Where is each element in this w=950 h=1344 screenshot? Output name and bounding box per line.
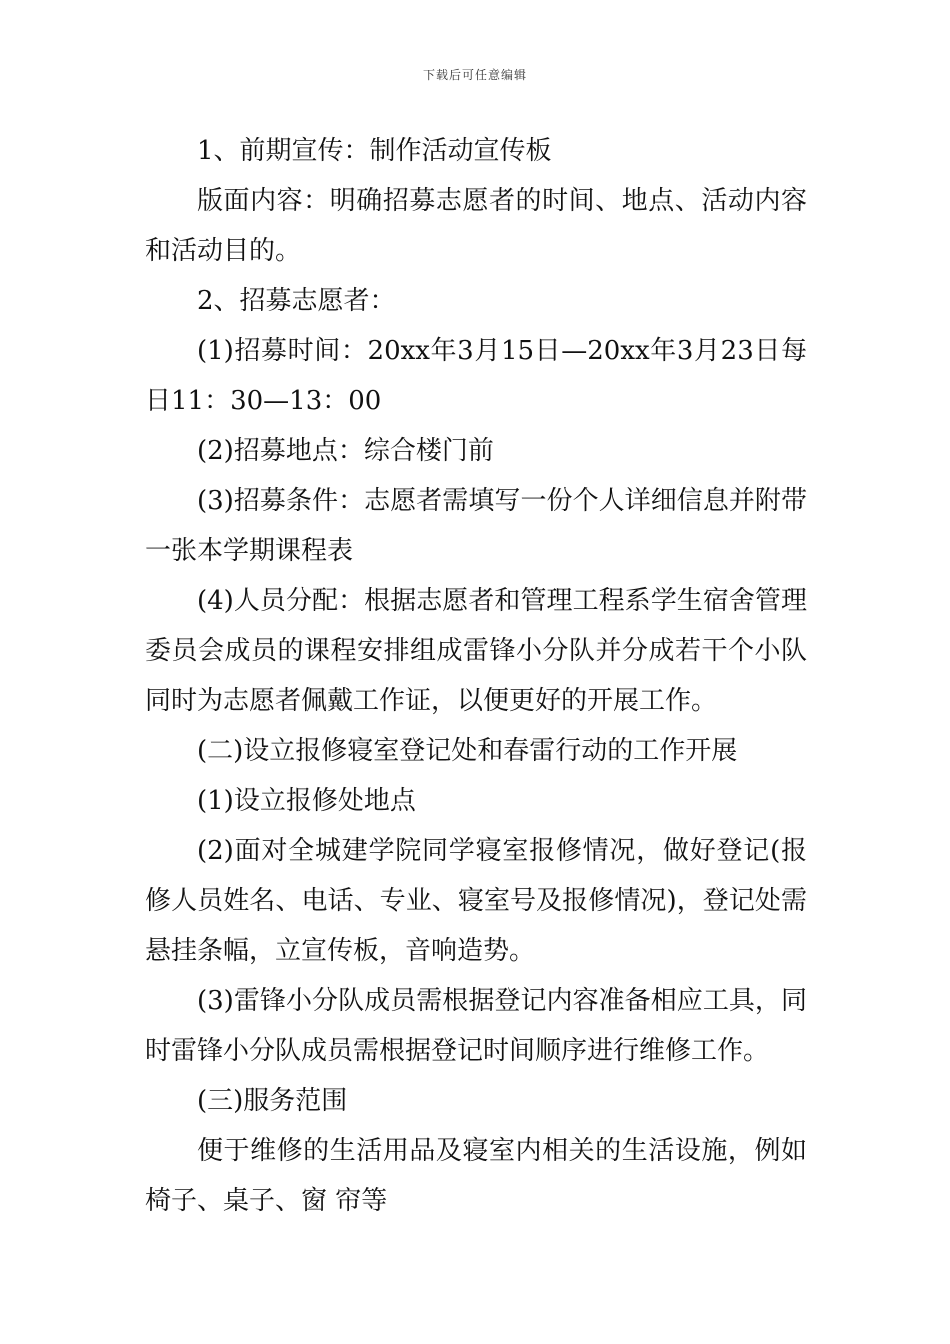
paragraph-repair-location: (1)设立报修处地点 xyxy=(197,786,416,816)
paragraph-recruit-heading: 2、招募志愿者： xyxy=(197,286,396,316)
paragraph-section-two-heading: (二)设立报修寝室登记处和春雷行动的工作开展 xyxy=(197,736,738,766)
paragraph-board-content: 版面内容：明确招募志愿者的时间、地点、活动内容和活动目的。 xyxy=(145,186,807,266)
paragraph-team-tools: (3)雷锋小分队成员需根据登记内容准备相应工具，同时雷锋小分队成员需根据登记时间顺序进行维修工作。 xyxy=(145,986,807,1066)
paragraph-recruit-conditions: (3)招募条件：志愿者需填写一份个人详细信息并附带一张本学期课程表 xyxy=(145,486,807,566)
paragraph-publicity: 1、前期宣传：制作活动宣传板 xyxy=(197,136,552,166)
paragraph-repair-registration: (2)面对全城建学院同学寝室报修情况，做好登记(报修人员姓名、电话、专业、寝室号及报修情况)，登记处需悬挂条幅，立宣传板，音响造势。 xyxy=(145,836,807,966)
paragraph-service-scope: 便于维修的生活用品及寝室内相关的生活设施，例如椅子、桌子、窗 帘等 xyxy=(145,1136,807,1216)
paragraph-staff-allocation: (4)人员分配：根据志愿者和管理工程系学生宿舍管理委员会成员的课程安排组成雷锋小分队并分成若干个小队同时为志愿者佩戴工作证，以便更好的开展工作。 xyxy=(145,586,807,716)
paragraph-recruit-time: (1)招募时间：20xx年3月15日—20xx年3月23日每日11：30—13：00 xyxy=(145,336,807,416)
document-body xyxy=(145,126,807,1226)
paragraph-recruit-place: (2)招募地点：综合楼门前 xyxy=(197,436,494,466)
header-note: 下载后可任意编辑 xyxy=(422,68,527,82)
paragraph-section-three-heading: (三)服务范围 xyxy=(197,1086,348,1116)
